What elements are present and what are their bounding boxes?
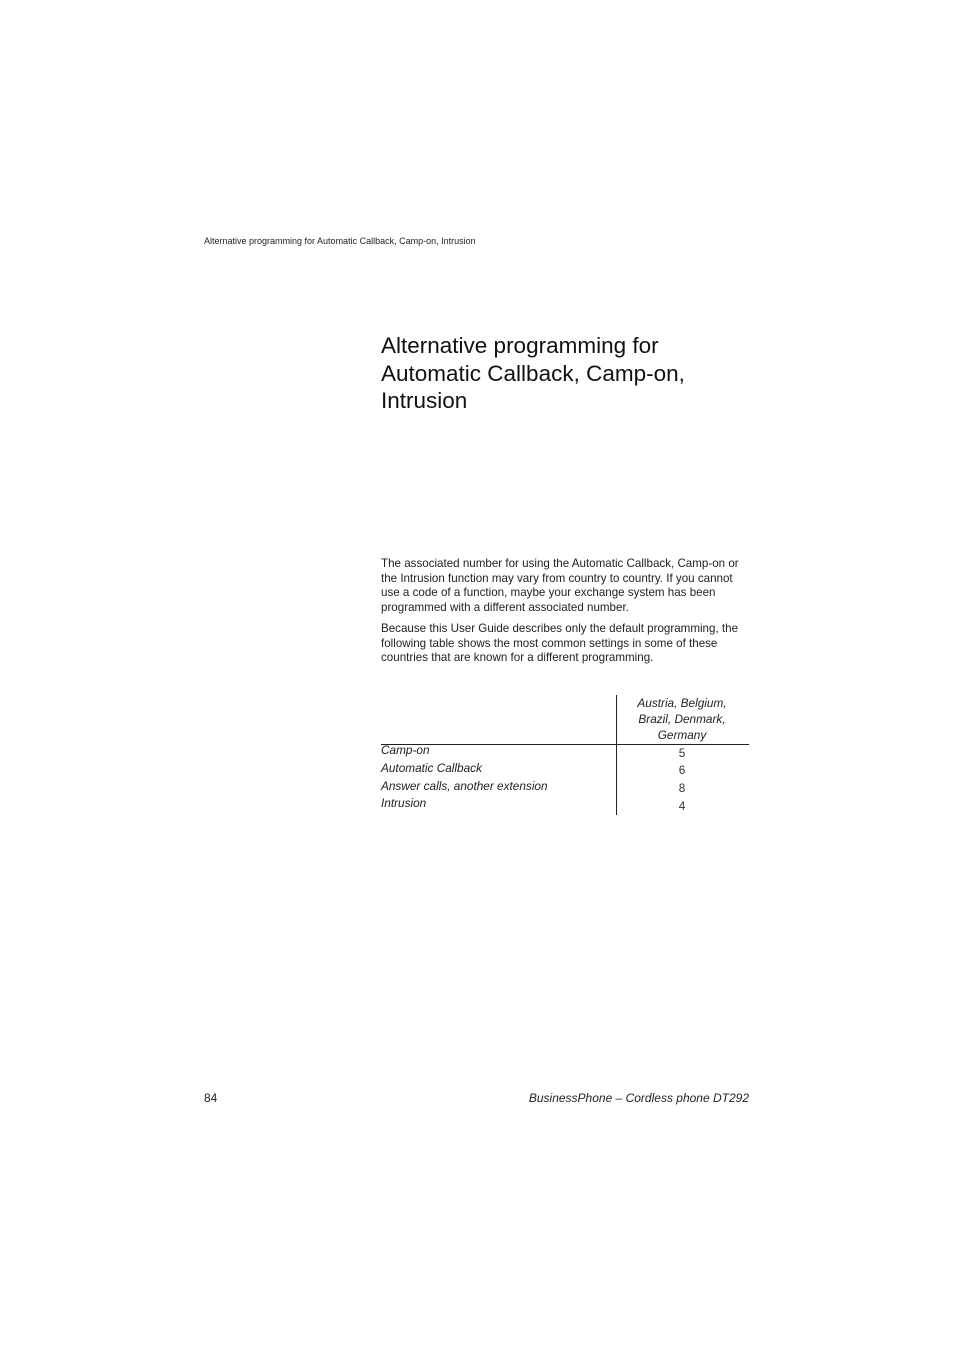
row-label-intrusion: Intrusion xyxy=(381,796,427,810)
row-value-answer-calls: 8 xyxy=(678,781,686,795)
explanation-paragraph: Because this User Guide describes only the default programming, the following table shows the most common settings in some of these countries that are known for a different programming. xyxy=(381,622,739,664)
page-title-line-1: Alternative programming for xyxy=(381,333,659,358)
running-header: Alternative programming for Automatic Callback, Camp-on, Intrusion xyxy=(204,236,476,246)
page-title-line-2: Automatic Callback, Camp-on, xyxy=(381,360,685,386)
row-value-automatic-callback: 6 xyxy=(678,763,686,777)
row-value-camp-on: 5 xyxy=(678,746,686,760)
row-label-camp-on: Camp-on xyxy=(381,743,430,757)
column-header-line-2: Brazil, Denmark, xyxy=(638,712,726,726)
row-label-automatic-callback: Automatic Callback xyxy=(381,761,482,775)
column-divider xyxy=(616,695,617,815)
column-header-line-3: Germany xyxy=(657,728,707,742)
footer-document-title: BusinessPhone – Cordless phone DT292 xyxy=(528,1091,749,1105)
page-number: 84 xyxy=(204,1091,218,1105)
page-title xyxy=(381,332,761,415)
row-value-intrusion: 4 xyxy=(678,799,686,813)
header-rule xyxy=(381,744,749,745)
intro-paragraph: The associated number for using the Automatic Callback, Camp-on or the Intrusion function may vary from country to country. If you cannot use a code of a function, maybe your exchange system has been programmed with a different associated number. xyxy=(381,557,739,614)
column-header-line-1: Austria, Belgium, xyxy=(637,696,727,710)
page-title-line-3: Intrusion xyxy=(381,388,468,413)
country-settings-table xyxy=(381,695,749,815)
row-label-answer-calls: Answer calls, another extension xyxy=(381,779,548,793)
column-header-countries xyxy=(621,695,743,743)
